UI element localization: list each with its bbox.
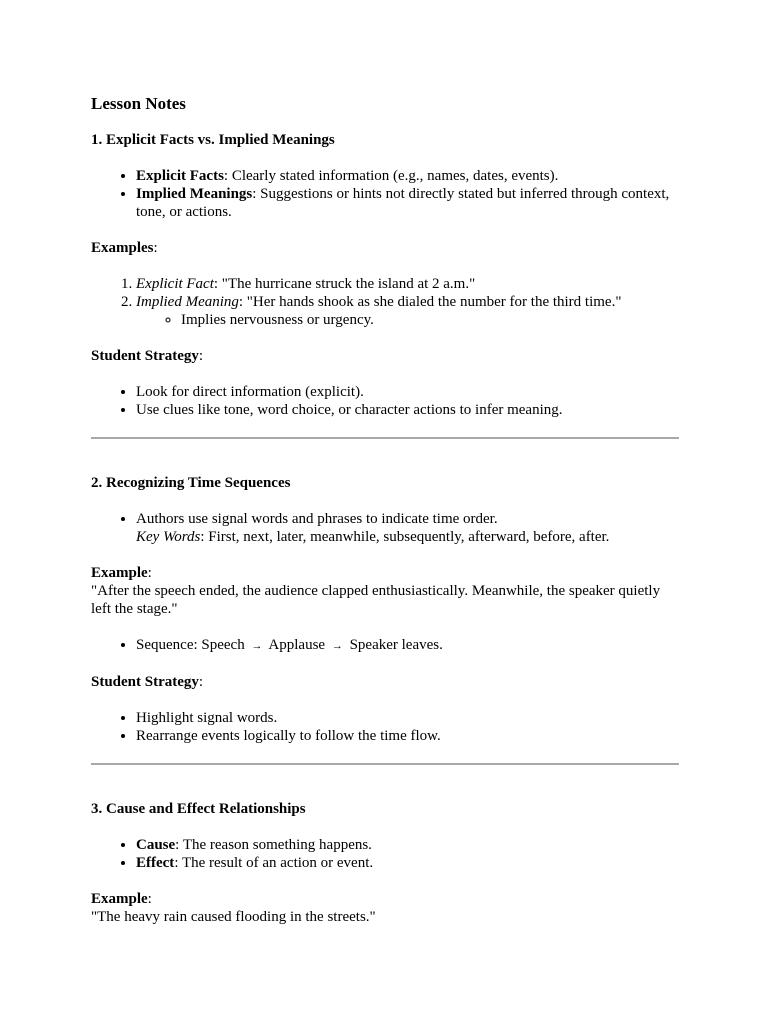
section-1-heading: 1. Explicit Facts vs. Implied Meanings <box>91 132 335 148</box>
list-item <box>136 854 679 872</box>
list-item <box>136 836 679 854</box>
list-item <box>136 275 679 293</box>
key-words-text: : First, next, later, meanwhile, subsequently, afterward, before, after. <box>200 529 610 545</box>
example-paragraph: Example: "The heavy rain caused flooding in the streets." <box>91 891 376 925</box>
strategy-paragraph: Student Strategy: <box>91 674 204 690</box>
list-item <box>136 293 679 329</box>
list-item <box>136 636 679 655</box>
term-cause: Cause <box>136 837 176 853</box>
section-3-definitions-list <box>91 836 679 872</box>
section-1-definitions-list <box>91 167 679 221</box>
section-1-strategy-list <box>91 383 679 419</box>
term-effect: Effect <box>136 855 175 871</box>
example-quote: "After the speech ended, the audience clapped enthusiastically. Meanwhile, the speaker quietly left the stage." <box>91 583 661 617</box>
definition-text: : The reason something happens. <box>175 837 372 853</box>
document-body <box>91 94 679 944</box>
example-term: Explicit Fact <box>136 276 214 292</box>
example-paragraph: Example: "After the speech ended, the audience clapped enthusiastically. Meanwhile, the speaker quietly left the stage." <box>91 565 661 617</box>
list-item <box>136 167 679 185</box>
section-2-intro-list <box>91 510 679 546</box>
example-label: Example <box>91 565 148 581</box>
sequence-end: Speaker leaves. <box>349 637 443 653</box>
section-2-heading: 2. Recognizing Time Sequences <box>91 475 291 491</box>
sub-list <box>136 311 679 329</box>
sub-list-item: ◦ Implies nervousness or urgency. <box>181 311 679 329</box>
key-words-label: Key Words <box>136 529 201 545</box>
section-2-strategy-list <box>91 709 679 745</box>
examples-paragraph: Examples: <box>91 240 158 256</box>
sequence-prefix: Sequence: Speech <box>136 637 245 653</box>
list-item: • Highlight signal words. <box>136 709 679 727</box>
example-text: : "The hurricane struck the island at 2 a.m." <box>213 276 476 292</box>
right-arrow-icon: → <box>251 640 263 652</box>
sequence-middle: Applause <box>268 637 326 653</box>
list-item: • Use clues like tone, word choice, or character actions to infer meaning. <box>136 401 679 419</box>
example-text: : "Her hands shook as she dialed the number for the third time." <box>238 294 622 310</box>
definition-text: : Suggestions or hints not directly stated but inferred through context, tone, or actions. <box>136 186 670 220</box>
page-title: Lesson Notes <box>91 94 186 113</box>
example-quote: "The heavy rain caused flooding in the streets." <box>91 909 376 925</box>
signal-words-text: Authors use signal words and phrases to indicate time order. <box>136 511 498 527</box>
strategy-label: Student Strategy <box>91 348 199 364</box>
strategy-paragraph: Student Strategy: <box>91 348 204 364</box>
definition-text: : Clearly stated information (e.g., names, dates, events). <box>223 168 559 184</box>
list-item <box>136 185 679 221</box>
term-implied-meanings: Implied Meanings <box>136 186 253 202</box>
section-3-heading: 3. Cause and Effect Relationships <box>91 801 306 817</box>
strategy-label: Student Strategy <box>91 674 199 690</box>
list-item: • Rearrange events logically to follow the time flow. <box>136 727 679 745</box>
example-label: Example <box>91 891 148 907</box>
right-arrow-icon: → <box>331 640 343 652</box>
example-term: Implied Meaning <box>136 294 239 310</box>
definition-text: : The result of an action or event. <box>174 855 374 871</box>
sequence-list <box>91 636 679 655</box>
list-item <box>136 510 679 546</box>
section-divider <box>91 437 679 439</box>
term-explicit-facts: Explicit Facts <box>136 168 224 184</box>
examples-label: Examples <box>91 240 154 256</box>
list-item: • Look for direct information (explicit). <box>136 383 679 401</box>
section-1-examples-list <box>91 275 679 329</box>
section-divider <box>91 763 679 765</box>
